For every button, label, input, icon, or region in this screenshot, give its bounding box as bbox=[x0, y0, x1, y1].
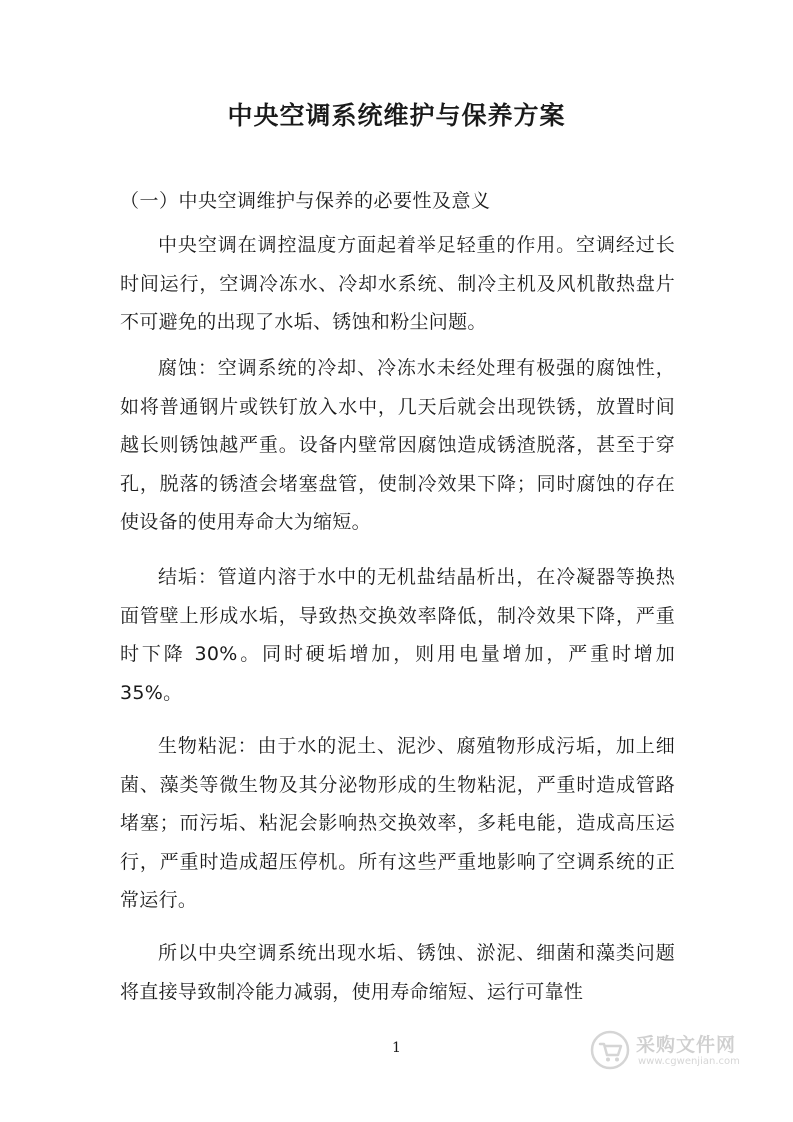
document-title: 中央空调系统维护与保养方案 bbox=[227, 101, 566, 130]
paragraph-biological-slime: 生物粘泥：由于水的泥土、泥沙、腐殖物形成污垢，加上细菌、藻类等微生物及其分泌物形成的生物粘泥，严重时造成管路堵塞；而污垢、粘泥会影响热交换效率，多耗电能，造成高压运行，严重时造成超压停机。所有这些严重地影响了空调系统的正常运行。 bbox=[120, 735, 675, 912]
cart-logo-icon bbox=[590, 1030, 630, 1070]
paragraph-intro: 中央空调在调控温度方面起着举足轻重的作用。空调经过长时间运行，空调冷冻水、冷却水系统、制冷主机及风机散热盘片不可避免的出现了水垢、锈蚀和粉尘问题。 bbox=[120, 234, 675, 334]
section-heading: （一）中央空调维护与保养的必要性及意义 bbox=[120, 190, 491, 212]
watermark-url: www.cgwenjian.com bbox=[638, 1056, 740, 1067]
paragraph-conclusion: 所以中央空调系统出现水垢、锈蚀、淤泥、细菌和藻类问题将直接导致制冷能力减弱，使用寿命缩短、运行可靠性 bbox=[120, 942, 675, 1003]
paragraph-scaling: 结垢：管道内溶于水中的无机盐结晶析出，在冷凝器等换热面管壁上形成水垢，导致热交换效率降低，制冷效果下降，严重时下降 30%。同时硬垢增加，则用电量增加，严重时增加 35%。 bbox=[120, 566, 675, 704]
page-number: 1 bbox=[392, 1040, 401, 1056]
watermark bbox=[590, 1026, 760, 1074]
paragraph-corrosion: 腐蚀：空调系统的冷却、冷冻水未经处理有极强的腐蚀性，如将普通钢片或铁钉放入水中，几天后就会出现铁锈，放置时间越长则锈蚀越严重。设备内壁常因腐蚀造成锈渣脱落，甚至于穿孔，脱落的锈渣会堵塞盘管，使制冷效果下降；同时腐蚀的存在使设备的使用寿命大为缩短。 bbox=[120, 357, 675, 534]
watermark-name: 采购文件网 bbox=[636, 1034, 737, 1056]
